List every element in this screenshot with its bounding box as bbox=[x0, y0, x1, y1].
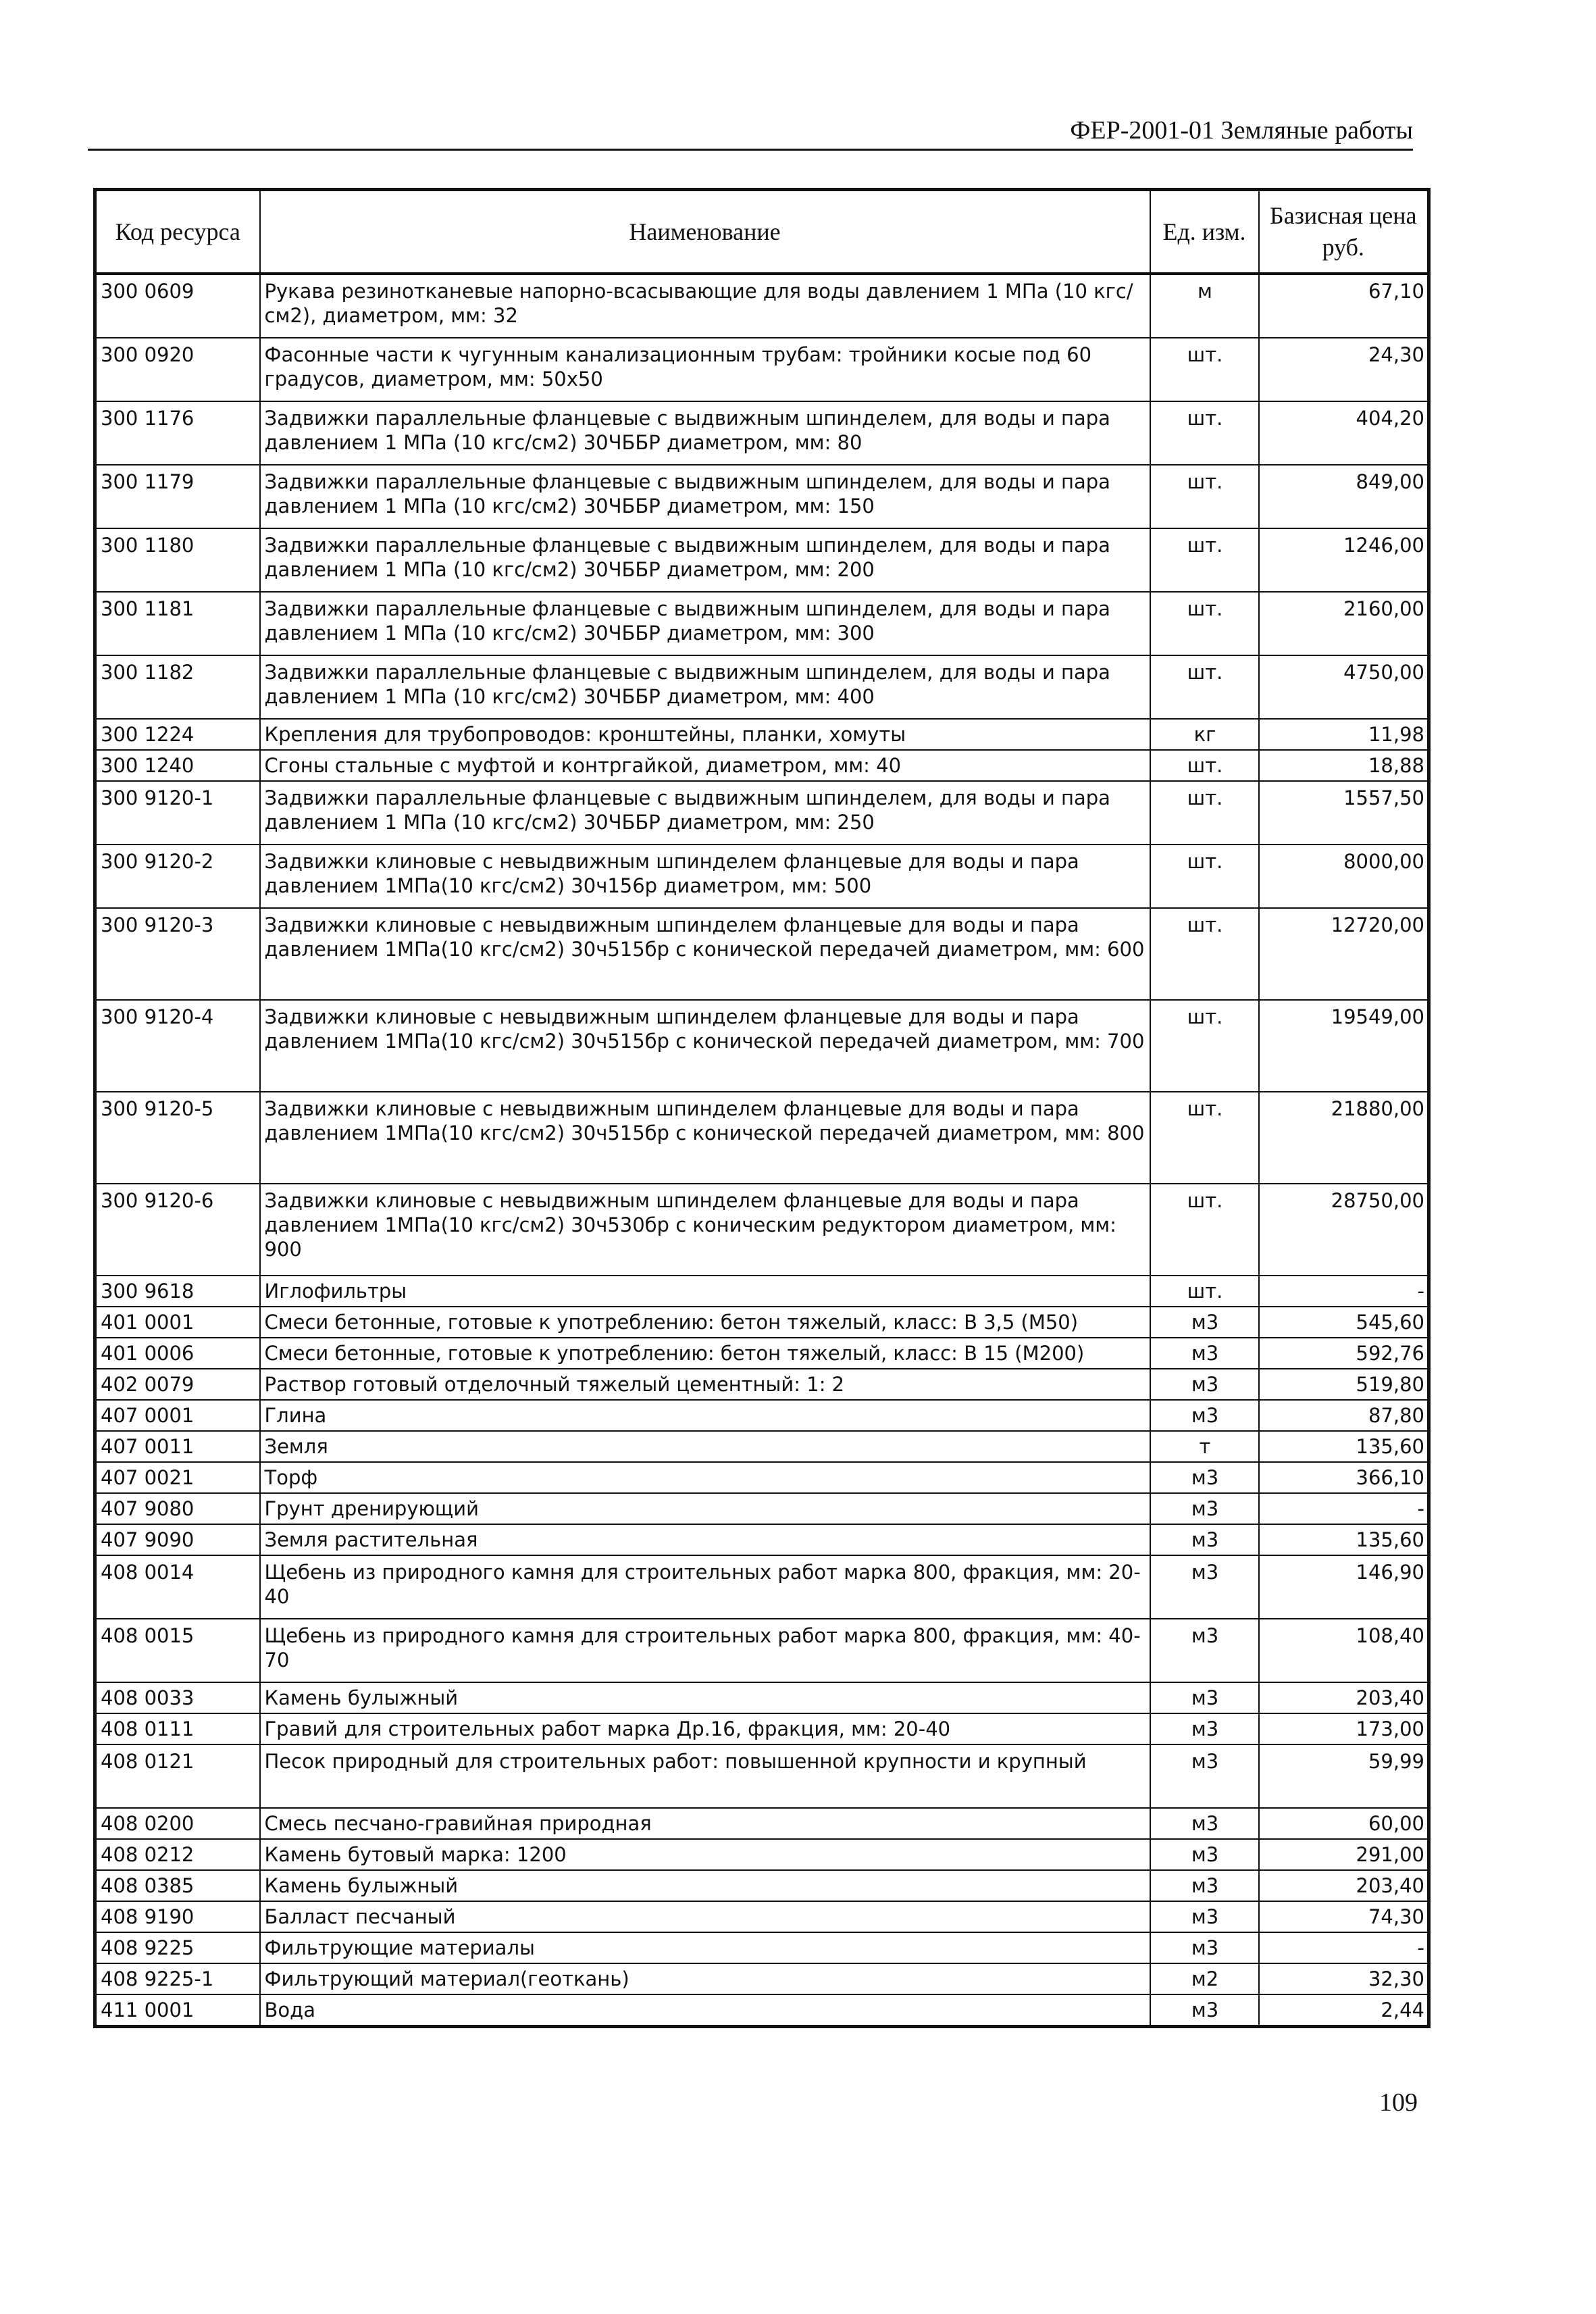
cell-name: Вода bbox=[260, 1994, 1150, 2027]
cell-code: 300 1181 bbox=[95, 592, 260, 655]
table-row bbox=[95, 338, 1429, 401]
cell-name: Смеси бетонные, готовые к употреблению: бетон тяжелый, класс: В 15 (М200) bbox=[260, 1338, 1150, 1369]
cell-unit: м3 bbox=[1150, 1555, 1259, 1619]
cell-unit: м3 bbox=[1150, 1713, 1259, 1744]
cell-price: 519,80 bbox=[1259, 1369, 1429, 1400]
table-row bbox=[95, 1682, 1429, 1713]
cell-unit: м3 bbox=[1150, 1932, 1259, 1963]
cell-code: 300 0920 bbox=[95, 338, 260, 401]
cell-unit: м3 bbox=[1150, 1994, 1259, 2027]
cell-unit: шт. bbox=[1150, 528, 1259, 592]
cell-unit: м3 bbox=[1150, 1682, 1259, 1713]
table-row bbox=[95, 1092, 1429, 1184]
cell-unit: м3 bbox=[1150, 1493, 1259, 1524]
cell-name: Торф bbox=[260, 1462, 1150, 1493]
cell-name: Задвижки параллельные фланцевые с выдвижным шпинделем, для воды и пара давлением 1 МПа (10 кгс/см2) 30ЧББР диаметром, мм: 250 bbox=[260, 781, 1150, 845]
column-header-unit: Ед. изм. bbox=[1150, 190, 1259, 274]
running-header bbox=[88, 110, 1413, 151]
table-row bbox=[95, 1932, 1429, 1963]
cell-code: 300 9120-6 bbox=[95, 1184, 260, 1276]
cell-unit: т bbox=[1150, 1431, 1259, 1462]
cell-unit: кг bbox=[1150, 719, 1259, 750]
cell-name: Задвижки клиновые с невыдвижным шпинделем фланцевые для воды и пара давлением 1МПа(10 кгс/см2) 30ч530бр с коническим редуктором диаметром, мм: 900 bbox=[260, 1184, 1150, 1276]
cell-name: Песок природный для строительных работ: повышенной крупности и крупный bbox=[260, 1744, 1150, 1808]
cell-price: 2,44 bbox=[1259, 1994, 1429, 2027]
table-row bbox=[95, 1400, 1429, 1431]
cell-code: 300 9120-4 bbox=[95, 1000, 260, 1092]
cell-code: 408 0212 bbox=[95, 1839, 260, 1870]
cell-price: 67,10 bbox=[1259, 274, 1429, 338]
table-row bbox=[95, 1369, 1429, 1400]
cell-price: 135,60 bbox=[1259, 1524, 1429, 1555]
cell-unit: шт. bbox=[1150, 1000, 1259, 1092]
cell-code: 401 0006 bbox=[95, 1338, 260, 1369]
cell-name: Грунт дренирующий bbox=[260, 1493, 1150, 1524]
header-rule bbox=[88, 149, 1413, 151]
table-row bbox=[95, 1713, 1429, 1744]
table-row bbox=[95, 1994, 1429, 2027]
cell-unit: м3 bbox=[1150, 1901, 1259, 1932]
cell-price: 203,40 bbox=[1259, 1682, 1429, 1713]
cell-price: 11,98 bbox=[1259, 719, 1429, 750]
table-header-row bbox=[95, 190, 1429, 274]
cell-code: 408 9225 bbox=[95, 1932, 260, 1963]
table-row bbox=[95, 592, 1429, 655]
cell-price: 1246,00 bbox=[1259, 528, 1429, 592]
cell-name: Земля bbox=[260, 1431, 1150, 1462]
cell-price: 4750,00 bbox=[1259, 655, 1429, 719]
cell-unit: шт. bbox=[1150, 781, 1259, 845]
cell-price: 24,30 bbox=[1259, 338, 1429, 401]
cell-name: Фасонные части к чугунным канализационным трубам: тройники косые под 60 градусов, диаметром, мм: 50х50 bbox=[260, 338, 1150, 401]
cell-price: 146,90 bbox=[1259, 1555, 1429, 1619]
table-body bbox=[95, 274, 1429, 2027]
cell-unit: м3 bbox=[1150, 1870, 1259, 1901]
table-row bbox=[95, 1555, 1429, 1619]
cell-unit: м3 bbox=[1150, 1307, 1259, 1338]
table-row bbox=[95, 1524, 1429, 1555]
cell-price: 1557,50 bbox=[1259, 781, 1429, 845]
table-row bbox=[95, 528, 1429, 592]
page-number: 109 bbox=[1379, 2088, 1418, 2117]
cell-price: - bbox=[1259, 1276, 1429, 1307]
table-row bbox=[95, 1000, 1429, 1092]
cell-unit: м bbox=[1150, 274, 1259, 338]
cell-code: 402 0079 bbox=[95, 1369, 260, 1400]
cell-name: Фильтрующий материал(геоткань) bbox=[260, 1963, 1150, 1994]
cell-code: 408 0121 bbox=[95, 1744, 260, 1808]
cell-name: Камень булыжный bbox=[260, 1870, 1150, 1901]
cell-code: 407 9090 bbox=[95, 1524, 260, 1555]
cell-code: 407 0011 bbox=[95, 1431, 260, 1462]
cell-price: 74,30 bbox=[1259, 1901, 1429, 1932]
cell-unit: шт. bbox=[1150, 1184, 1259, 1276]
cell-price: 135,60 bbox=[1259, 1431, 1429, 1462]
cell-price: 60,00 bbox=[1259, 1808, 1429, 1839]
cell-code: 300 9120-2 bbox=[95, 845, 260, 908]
table-row bbox=[95, 1808, 1429, 1839]
column-header-code: Код ресурса bbox=[95, 190, 260, 274]
cell-unit: шт. bbox=[1150, 1276, 1259, 1307]
cell-price: 32,30 bbox=[1259, 1963, 1429, 1994]
header-title: ФЕР-2001-01 Земляные работы bbox=[1070, 116, 1413, 145]
cell-code: 407 0021 bbox=[95, 1462, 260, 1493]
cell-name: Смеси бетонные, готовые к употреблению: бетон тяжелый, класс: В 3,5 (М50) bbox=[260, 1307, 1150, 1338]
table-row bbox=[95, 1462, 1429, 1493]
cell-price: 404,20 bbox=[1259, 401, 1429, 465]
cell-code: 300 9120-3 bbox=[95, 908, 260, 1000]
cell-name: Задвижки параллельные фланцевые с выдвижным шпинделем, для воды и пара давлением 1 МПа (10 кгс/см2) 30ЧББР диаметром, мм: 150 bbox=[260, 465, 1150, 528]
cell-price: 592,76 bbox=[1259, 1338, 1429, 1369]
table-row bbox=[95, 1870, 1429, 1901]
cell-code: 411 0001 bbox=[95, 1994, 260, 2027]
cell-unit: м3 bbox=[1150, 1744, 1259, 1808]
cell-code: 408 0033 bbox=[95, 1682, 260, 1713]
cell-code: 300 1240 bbox=[95, 750, 260, 781]
cell-unit: шт. bbox=[1150, 908, 1259, 1000]
cell-price: 291,00 bbox=[1259, 1839, 1429, 1870]
cell-name: Фильтрующие материалы bbox=[260, 1932, 1150, 1963]
table-row bbox=[95, 1307, 1429, 1338]
cell-price: 19549,00 bbox=[1259, 1000, 1429, 1092]
cell-code: 408 0385 bbox=[95, 1870, 260, 1901]
cell-code: 300 9618 bbox=[95, 1276, 260, 1307]
cell-name: Сгоны стальные с муфтой и контргайкой, диаметром, мм: 40 bbox=[260, 750, 1150, 781]
cell-code: 300 1176 bbox=[95, 401, 260, 465]
cell-name: Задвижки параллельные фланцевые с выдвижным шпинделем, для воды и пара давлением 1 МПа (10 кгс/см2) 30ЧББР диаметром, мм: 200 bbox=[260, 528, 1150, 592]
table-row bbox=[95, 401, 1429, 465]
cell-name: Глина bbox=[260, 1400, 1150, 1431]
cell-name: Щебень из природного камня для строительных работ марка 800, фракция, мм: 40-70 bbox=[260, 1619, 1150, 1682]
cell-unit: м2 bbox=[1150, 1963, 1259, 1994]
cell-name: Земля растительная bbox=[260, 1524, 1150, 1555]
cell-price: 28750,00 bbox=[1259, 1184, 1429, 1276]
cell-name: Задвижки параллельные фланцевые с выдвижным шпинделем, для воды и пара давлением 1 МПа (10 кгс/см2) 30ЧББР диаметром, мм: 300 bbox=[260, 592, 1150, 655]
cell-price: 108,40 bbox=[1259, 1619, 1429, 1682]
cell-unit: м3 bbox=[1150, 1400, 1259, 1431]
cell-unit: шт. bbox=[1150, 845, 1259, 908]
table-row bbox=[95, 274, 1429, 338]
cell-code: 300 0609 bbox=[95, 274, 260, 338]
cell-price: 21880,00 bbox=[1259, 1092, 1429, 1184]
cell-price: - bbox=[1259, 1493, 1429, 1524]
cell-unit: м3 bbox=[1150, 1619, 1259, 1682]
table-row bbox=[95, 750, 1429, 781]
column-header-name: Наименование bbox=[260, 190, 1150, 274]
cell-name: Задвижки клиновые с невыдвижным шпинделем фланцевые для воды и пара давлением 1МПа(10 кгс/см2) 30ч515бр с конической передачей диаметром, мм: 800 bbox=[260, 1092, 1150, 1184]
cell-unit: шт. bbox=[1150, 1092, 1259, 1184]
cell-unit: шт. bbox=[1150, 401, 1259, 465]
cell-code: 408 0111 bbox=[95, 1713, 260, 1744]
table-row bbox=[95, 1431, 1429, 1462]
cell-price: 12720,00 bbox=[1259, 908, 1429, 1000]
cell-unit: м3 bbox=[1150, 1462, 1259, 1493]
cell-code: 408 9190 bbox=[95, 1901, 260, 1932]
cell-name: Крепления для трубопроводов: кронштейны, планки, хомуты bbox=[260, 719, 1150, 750]
table-row bbox=[95, 719, 1429, 750]
cell-code: 408 0014 bbox=[95, 1555, 260, 1619]
cell-unit: шт. bbox=[1150, 750, 1259, 781]
cell-name: Камень бутовый марка: 1200 bbox=[260, 1839, 1150, 1870]
table-row bbox=[95, 1901, 1429, 1932]
cell-price: 8000,00 bbox=[1259, 845, 1429, 908]
cell-name: Смесь песчано-гравийная природная bbox=[260, 1808, 1150, 1839]
table-row bbox=[95, 1276, 1429, 1307]
cell-name: Гравий для строительных работ марка Др.16, фракция, мм: 20-40 bbox=[260, 1713, 1150, 1744]
cell-unit: м3 bbox=[1150, 1338, 1259, 1369]
cell-code: 300 1179 bbox=[95, 465, 260, 528]
table-row bbox=[95, 1839, 1429, 1870]
cell-name: Камень булыжный bbox=[260, 1682, 1150, 1713]
column-header-price: Базисная цена руб. bbox=[1259, 190, 1429, 274]
cell-price: 59,99 bbox=[1259, 1744, 1429, 1808]
cell-code: 407 0001 bbox=[95, 1400, 260, 1431]
cell-name: Раствор готовый отделочный тяжелый цементный: 1: 2 bbox=[260, 1369, 1150, 1400]
cell-unit: м3 bbox=[1150, 1839, 1259, 1870]
table-row bbox=[95, 655, 1429, 719]
resource-price-table bbox=[93, 188, 1431, 2028]
cell-price: 203,40 bbox=[1259, 1870, 1429, 1901]
cell-code: 300 9120-1 bbox=[95, 781, 260, 845]
cell-code: 408 9225-1 bbox=[95, 1963, 260, 1994]
resource-table-container bbox=[93, 188, 1427, 2028]
table-row bbox=[95, 845, 1429, 908]
cell-name: Задвижки параллельные фланцевые с выдвижным шпинделем, для воды и пара давлением 1 МПа (10 кгс/см2) 30ЧББР диаметром, мм: 400 bbox=[260, 655, 1150, 719]
table-row bbox=[95, 465, 1429, 528]
cell-code: 408 0015 bbox=[95, 1619, 260, 1682]
cell-price: 18,88 bbox=[1259, 750, 1429, 781]
cell-price: - bbox=[1259, 1932, 1429, 1963]
cell-name: Иглофильтры bbox=[260, 1276, 1150, 1307]
cell-name: Задвижки клиновые с невыдвижным шпинделем фланцевые для воды и пара давлением 1МПа(10 кгс/см2) 30ч515бр с конической передачей диаметром, мм: 600 bbox=[260, 908, 1150, 1000]
table-row bbox=[95, 1619, 1429, 1682]
cell-unit: шт. bbox=[1150, 338, 1259, 401]
cell-price: 173,00 bbox=[1259, 1713, 1429, 1744]
table-row bbox=[95, 1963, 1429, 1994]
table-row bbox=[95, 781, 1429, 845]
cell-price: 849,00 bbox=[1259, 465, 1429, 528]
cell-name: Задвижки клиновые с невыдвижным шпинделем фланцевые для воды и пара давлением 1МПа(10 кгс/см2) 30ч156р диаметром, мм: 500 bbox=[260, 845, 1150, 908]
cell-code: 300 1180 bbox=[95, 528, 260, 592]
cell-name: Рукава резинотканевые напорно-всасывающие для воды давлением 1 МПа (10 кгс/см2), диаметром, мм: 32 bbox=[260, 274, 1150, 338]
cell-name: Задвижки клиновые с невыдвижным шпинделем фланцевые для воды и пара давлением 1МПа(10 кгс/см2) 30ч515бр с конической передачей диаметром, мм: 700 bbox=[260, 1000, 1150, 1092]
cell-name: Щебень из природного камня для строительных работ марка 800, фракция, мм: 20-40 bbox=[260, 1555, 1150, 1619]
cell-price: 2160,00 bbox=[1259, 592, 1429, 655]
cell-code: 300 9120-5 bbox=[95, 1092, 260, 1184]
cell-price: 545,60 bbox=[1259, 1307, 1429, 1338]
table-row bbox=[95, 908, 1429, 1000]
cell-name: Задвижки параллельные фланцевые с выдвижным шпинделем, для воды и пара давлением 1 МПа (10 кгс/см2) 30ЧББР диаметром, мм: 80 bbox=[260, 401, 1150, 465]
cell-code: 401 0001 bbox=[95, 1307, 260, 1338]
cell-unit: шт. bbox=[1150, 655, 1259, 719]
cell-code: 408 0200 bbox=[95, 1808, 260, 1839]
cell-unit: шт. bbox=[1150, 465, 1259, 528]
cell-unit: м3 bbox=[1150, 1369, 1259, 1400]
cell-code: 407 9080 bbox=[95, 1493, 260, 1524]
cell-price: 87,80 bbox=[1259, 1400, 1429, 1431]
cell-code: 300 1224 bbox=[95, 719, 260, 750]
table-row bbox=[95, 1493, 1429, 1524]
table-row bbox=[95, 1744, 1429, 1808]
table-row bbox=[95, 1184, 1429, 1276]
cell-unit: м3 bbox=[1150, 1524, 1259, 1555]
table-row bbox=[95, 1338, 1429, 1369]
cell-unit: м3 bbox=[1150, 1808, 1259, 1839]
cell-unit: шт. bbox=[1150, 592, 1259, 655]
cell-name: Балласт песчаный bbox=[260, 1901, 1150, 1932]
cell-code: 300 1182 bbox=[95, 655, 260, 719]
cell-price: 366,10 bbox=[1259, 1462, 1429, 1493]
